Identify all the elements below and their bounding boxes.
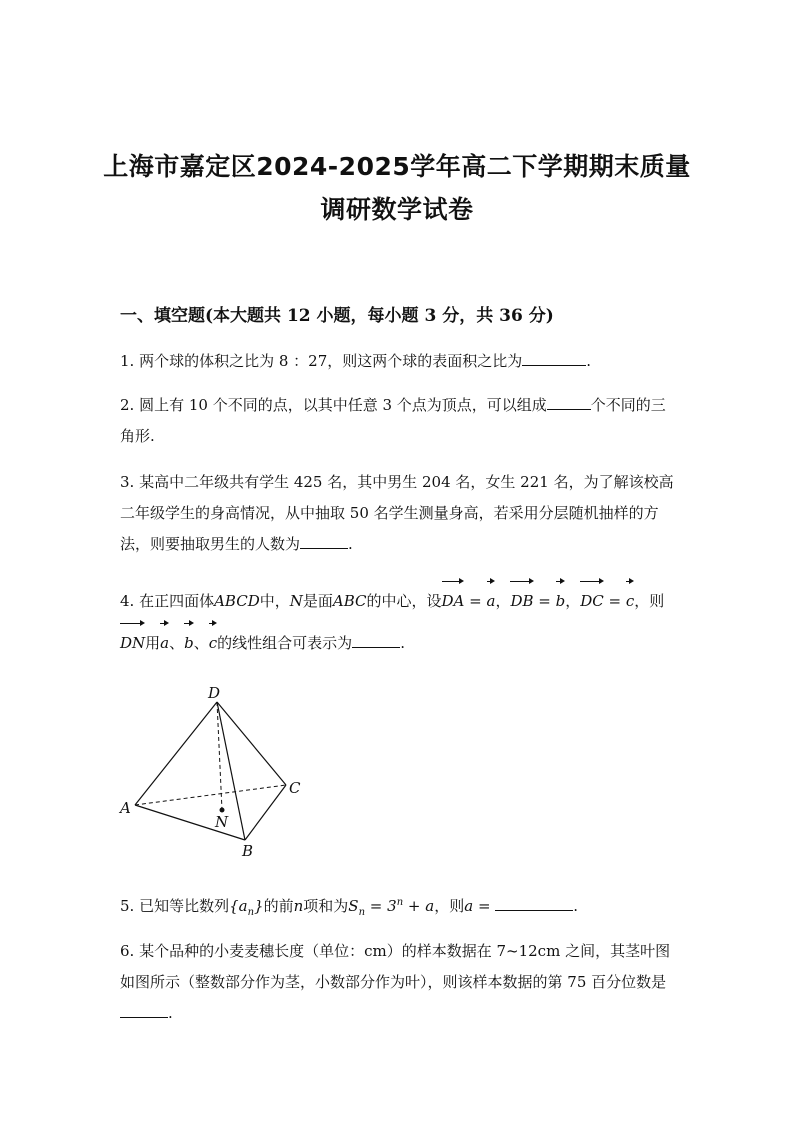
label-n: N (215, 813, 229, 831)
q5-formula: $S_n = 3^n + a$ (348, 897, 435, 918)
q4-tetrahedron-name: ABCD (214, 592, 260, 610)
q4-text: 中， (259, 592, 290, 610)
question-4 (120, 580, 676, 664)
q4-text: ，则 (634, 592, 665, 610)
doc-title-line2: 调研数学试卷 (320, 195, 474, 224)
q4-face-name: ABC (332, 592, 367, 610)
vector-dc: DC (580, 580, 604, 622)
q5-text: 项和为 (303, 897, 349, 915)
q5-eq: = (473, 897, 496, 915)
question-5 (120, 887, 676, 928)
answer-blank (120, 999, 168, 1018)
q5-end: . (573, 897, 579, 915)
vector-da: DA (442, 580, 465, 622)
vector-c: c (209, 622, 217, 664)
vector-b: b (184, 622, 194, 664)
question-2 (120, 390, 676, 452)
question-2-text-a: 2. 圆上有 10 个不同的点，以其中任意 3 个点为顶点，可以组成 (120, 396, 547, 414)
q5-sequence: $\{a_n\}$ (229, 897, 264, 918)
q4-text: 的线性组合可表示为 (217, 634, 353, 652)
q5-text: 的前 (263, 897, 294, 915)
q4-eq: = (603, 592, 626, 610)
q5-text: ，则 (434, 897, 465, 915)
vector-a: a (160, 622, 169, 664)
q4-text: 用 (145, 634, 161, 652)
answer-blank (547, 391, 591, 410)
answer-blank (300, 530, 348, 549)
question-2-text-b: 个不同的三角形. (120, 396, 666, 445)
question-3-end: . (348, 535, 353, 553)
question-1-end: . (586, 352, 592, 370)
label-b: B (242, 842, 254, 860)
q4-sep: ， (495, 592, 511, 610)
q5-text: 5. 已知等比数列 (120, 897, 230, 915)
q5-a: a (464, 897, 474, 915)
q4-eq: = (464, 592, 487, 610)
vector-dn: DN (120, 622, 145, 664)
question-1-text: 1. 两个球的体积之比为 8 ：27，则这两个球的表面积之比为 (120, 352, 523, 370)
vector-b: b (556, 580, 566, 622)
vector-a: a (487, 580, 496, 622)
q6-end: . (168, 1004, 173, 1022)
q4-end: . (400, 634, 405, 652)
q4-sep: ， (565, 592, 581, 610)
answer-blank (522, 347, 586, 366)
question-3 (120, 467, 676, 560)
q4-sep: 、 (169, 634, 185, 652)
question-1 (120, 346, 676, 377)
answer-blank (495, 892, 573, 911)
section-heading: 一、填空题(本大题共 12 小题，每小题 3 分，共 36 分) (120, 306, 554, 326)
label-d: D (208, 684, 221, 702)
doc-title-line1: 上海市嘉定区2024-2025学年高二下学期期末质量 (103, 152, 691, 181)
q4-point-n: N (289, 592, 303, 610)
label-a: A (120, 799, 131, 817)
question-6 (120, 936, 676, 1029)
vector-db: DB (510, 580, 533, 622)
q4-sep: 、 (193, 634, 209, 652)
q4-eq: = (533, 592, 556, 610)
answer-blank (352, 629, 400, 648)
q4-text: 4. 在正四面体 (120, 592, 215, 610)
q5-n: n (293, 897, 304, 915)
question-3-text: 3. 某高中二年级共有学生 425 名，其中男生 204 名，女生 221 名，为了解该校高二年级学生的身高情况，从中抽取 50 名学生测量身高，若采用分层随机抽样的方法，则要抽取男生的人数为 (120, 473, 674, 553)
q4-text: 的中心，设 (366, 592, 442, 610)
vector-c: c (626, 580, 634, 622)
tetrahedron-figure (115, 680, 315, 860)
q4-text: 是面 (302, 592, 333, 610)
question-6-text: 6. 某个品种的小麦麦穗长度（单位：cm）的样本数据在 7~12cm 之间，其茎叶图如图所示（整数部分作为茎，小数部分作为叶），则该样本数据的第 75 百分位数是 (120, 942, 671, 991)
label-c: C (289, 779, 301, 797)
